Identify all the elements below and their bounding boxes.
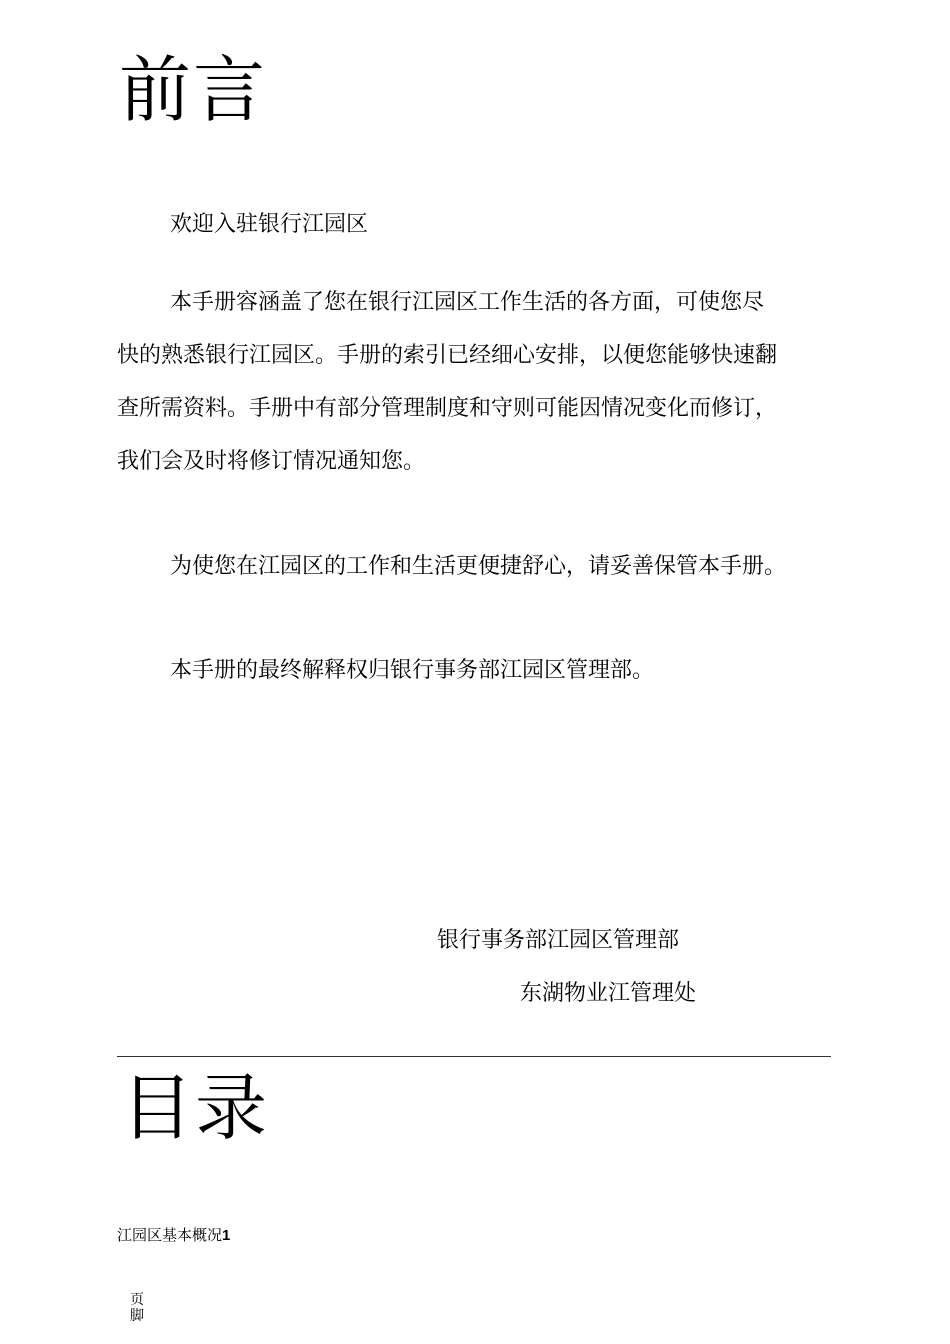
preface-intro-line: 查所需资料。手册中有部分管理制度和守则可能因情况变化而修订， [117,396,778,421]
signature-department: 银行事务部江园区管理部 [437,928,680,953]
toc-entry-label: 江园区基本概况 [117,1226,223,1244]
signature-property-office: 东湖物业江管理处 [520,981,697,1006]
toc-entry-page: 1 [222,1227,231,1244]
toc-entry[interactable] [117,1226,230,1245]
preface-interpretation: 本手册的最终解释权归银行事务部江园区管理部。 [170,658,655,683]
preface-intro-line: 本手册容涵盖了您在银行江园区工作生活的各方面，可使您尽 [170,290,765,315]
preface-care-note: 为使您在江园区的工作和生活更便捷舒心，请妥善保管本手册。 [170,554,787,579]
preface-title: 前言 [119,48,268,132]
preface-intro-line: 快的熟悉银行江园区。手册的索引已经细心安排，以便您能够快速翻 [117,343,778,368]
preface-greeting: 欢迎入驻银行江园区 [170,212,369,237]
toc-title: 目录 [121,1066,270,1150]
preface-intro-line: 我们会及时将修订情况通知您。 [117,449,426,474]
footer-label: 页脚 [130,1292,144,1324]
section-divider [117,1056,831,1057]
